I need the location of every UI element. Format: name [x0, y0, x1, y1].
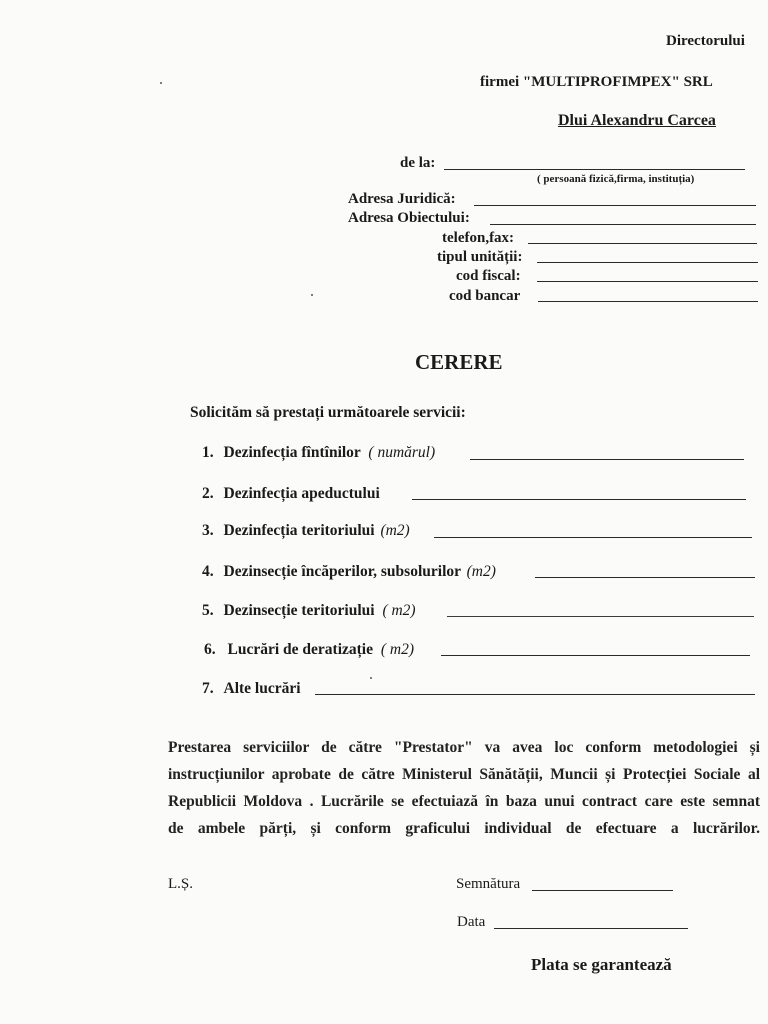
service-note: ( m2) [380, 641, 415, 658]
scan-speck [311, 294, 313, 296]
service-item [202, 563, 496, 581]
service-number: 3. [202, 522, 214, 539]
fiscal-code-field[interactable] [537, 281, 758, 282]
service-label: Dezinsecție încăperilor, subsolurilor [223, 563, 461, 580]
field-label-unit-type: tipul unității: [437, 249, 523, 265]
service-number: 6. [204, 641, 216, 658]
service-label: Lucrări de deratizație [227, 641, 373, 658]
stamp-label: L.Ș. [168, 876, 194, 892]
field-label-bank-code: cod bancar [449, 288, 521, 304]
service-item [202, 485, 380, 503]
terms-line-3: Republicii Moldova . Lucrările se efectuiază în baza unui contract care este semnat [168, 793, 760, 810]
service-item [202, 602, 416, 620]
service-note: ( m2) [382, 602, 416, 619]
service-field[interactable] [447, 616, 754, 617]
payment-guarantee: Plata se garantează [531, 955, 672, 974]
service-item [202, 680, 301, 698]
bank-code-field[interactable] [538, 301, 758, 302]
service-label: Alte lucrări [223, 680, 301, 697]
service-number: 7. [202, 680, 214, 697]
terms-line-1: Prestarea serviciilor de către "Prestator" va avea loc conform metodologiei și [168, 739, 760, 756]
unit-type-field[interactable] [537, 262, 758, 263]
service-number: 1. [202, 444, 214, 461]
service-field[interactable] [315, 694, 755, 695]
date-label: Data [457, 914, 486, 930]
service-label: Dezinsecție teritoriului [223, 602, 375, 619]
service-label: Dezinfecția apeductului [223, 485, 380, 502]
service-note: (m2) [380, 522, 410, 539]
terms-line-2: instrucțiunilor aprobate de către Ministerul Sănătății, Muncii și Protecției Sociale al [168, 766, 760, 783]
recipient-name: Dlui Alexandru Carcea [558, 112, 716, 129]
service-number: 5. [202, 602, 214, 619]
service-field[interactable] [470, 459, 744, 460]
phone-fax-field[interactable] [528, 243, 757, 244]
service-note: ( numărul) [368, 444, 436, 461]
field-label-object-address: Adresa Obiectului: [348, 210, 470, 226]
legal-address-field[interactable] [474, 205, 756, 206]
object-address-field[interactable] [490, 224, 756, 225]
scan-speck [370, 677, 372, 679]
service-item [202, 444, 435, 462]
date-field[interactable] [494, 928, 688, 929]
service-number: 4. [202, 563, 214, 580]
service-field[interactable] [412, 499, 746, 500]
signature-label: Semnătura [456, 876, 521, 892]
service-label: Dezinfecția teritoriului [223, 522, 375, 539]
recipient-company: firmei "MULTIPROFIMPEX" SRL [480, 74, 713, 90]
service-field[interactable] [434, 537, 752, 538]
services-intro: Solicităm să prestați următoarele servicii: [190, 404, 466, 421]
field-label-phone-fax: telefon,fax: [442, 230, 515, 246]
service-item [204, 641, 414, 659]
recipient-title: Directorului [666, 33, 745, 49]
from-label: de la: [400, 155, 436, 171]
service-label: Dezinfecția fîntînilor [223, 444, 361, 461]
signature-field[interactable] [532, 890, 673, 891]
service-number: 2. [202, 485, 214, 502]
from-hint: ( persoană fizică,firma, instituția) [537, 173, 695, 185]
service-field[interactable] [535, 577, 755, 578]
field-label-fiscal-code: cod fiscal: [456, 268, 521, 284]
service-field[interactable] [441, 655, 750, 656]
document-title: CERERE [415, 350, 503, 374]
service-note: (m2) [466, 563, 496, 580]
field-label-legal-address: Adresa Juridică: [348, 191, 456, 207]
terms-line-4: de ambele părți, și conform graficului individual de efectuare a lucrărilor. [168, 820, 760, 837]
service-item [202, 522, 410, 540]
from-field-line[interactable] [444, 169, 745, 170]
scan-speck [160, 82, 162, 84]
